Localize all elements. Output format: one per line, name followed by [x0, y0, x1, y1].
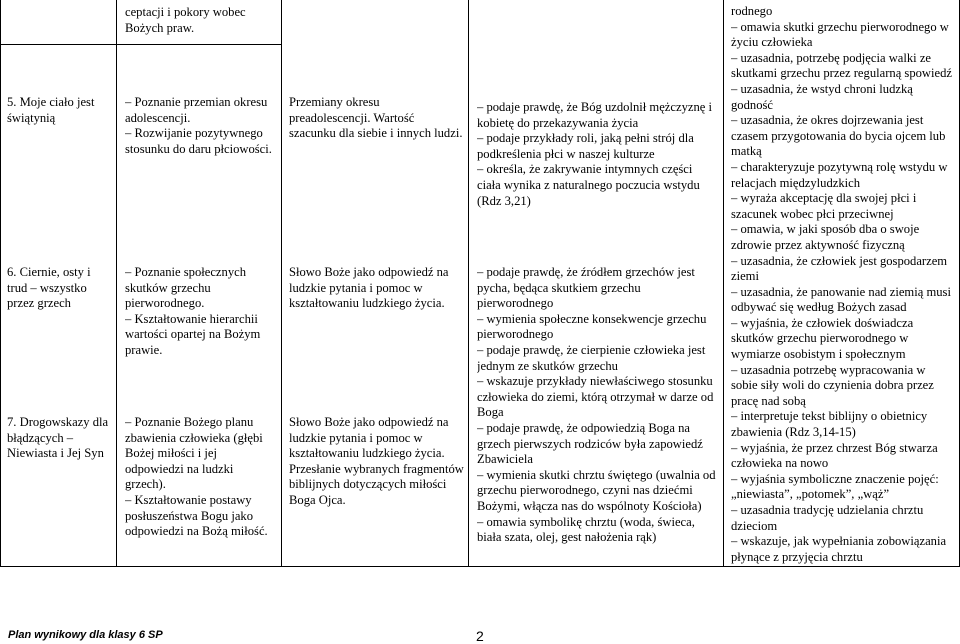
- requirement-item: – podaje prawdę, że Bóg uzdolnił mężczyznę i kobietę do przekazywania życia: [477, 100, 712, 130]
- extended-item: – wyjaśnia, że przez chrzest Bóg stwarza człowieka na nowo: [731, 440, 938, 471]
- extended-item: rodnego: [731, 4, 773, 18]
- requirement-item: – określa, że zakrywanie intymnych części ciała wynika z naturalnego poczucia wstydu (Rdz 3,21): [477, 162, 700, 208]
- extended-item: – charakteryzuje pozytywną rolę wstydu w relacjach międzyludzkich: [731, 159, 948, 190]
- requirement-item: – wymienia społeczne konsekwencje grzechu pierworodnego: [477, 311, 707, 342]
- goals-lesson-6: [125, 265, 275, 359]
- extended-item: – uzasadnia, że wstyd chroni ludzką godność: [731, 81, 913, 112]
- requirement-item: – podaje przykłady roli, jaką pełni strój dla podkreślenia płci w naszej kulturze: [477, 131, 694, 161]
- requirement-item: – wymienia skutki chrztu świętego (uwalnia od grzechu pierworodnego, czyni nas dziećmi Bożymi, włącza nas do wspólnoty Kościoła): [477, 467, 716, 513]
- content-lesson-7: Słowo Boże jako odpowiedź na ludzkie pytania i pomoc w kształtowaniu ludzkiego życia. Przesłanie wybranych fragmentów biblijnych dotyczących miłości Boga Ojca.: [289, 415, 464, 507]
- lesson-title-5: 5. Moje ciało jest świątynią: [7, 95, 95, 125]
- column-divider: [116, 0, 117, 567]
- requirement-item: – podaje prawdę, że cierpienie człowieka jest jednym ze skutków grzechu: [477, 342, 706, 373]
- lesson-title-7: 7. Drogowskazy dla błądzących – Niewiasta i Jej Syn: [7, 415, 109, 461]
- extended-item: – uzasadnia tradycję udzielania chrztu dzieciom: [731, 503, 924, 533]
- goal-item: – Poznanie Bożego planu zbawienia człowieka (głębi Bożej miłości i jej odpowiedzi na ludzki grzech).: [125, 415, 263, 492]
- content-lesson-6: Słowo Boże jako odpowiedź na ludzkie pytania i pomoc w kształtowaniu ludzkiego życia.: [289, 265, 449, 311]
- footer-title: Plan wynikowy dla klasy 6 SP: [8, 629, 163, 641]
- extended-item: – uzasadnia, że panowanie nad ziemią musi odbywać się według Bożych zasad: [731, 284, 951, 315]
- goal-item: – Rozwijanie pozytywnego stosunku do daru płciowości.: [125, 126, 272, 156]
- extended-item: – wyjaśnia symboliczne znaczenie pojęć: „niewiasta”, „potomek”, „wąż”: [731, 471, 939, 502]
- requirements-lesson-5: [477, 100, 717, 209]
- page-number: 2: [476, 628, 484, 644]
- extended-item: – wskazuje, jak wypełniania zobowiązania płynące z przyjęcia chrztu: [731, 534, 947, 564]
- requirements-lesson-6-7: [477, 265, 717, 546]
- goal-item: – Kształtowanie postawy posłuszeństwa Bogu jako odpowiedzi na Bożą miłość.: [125, 492, 268, 539]
- goals-continuation: ceptacji i pokory wobec Bożych praw.: [125, 5, 246, 35]
- goal-item: – Kształtowanie hierarchii wartości opartej na Bożym prawie.: [125, 311, 261, 357]
- extended-item: – omawia skutki grzechu pierworodnego w życiu człowieka: [731, 19, 949, 50]
- requirement-item: – podaje prawdę, że źródłem grzechów jest pycha, będąca skutkiem grzechu pierworodnego: [477, 265, 695, 311]
- extended-requirements: [731, 4, 953, 565]
- requirement-item: – omawia symbolikę chrztu (woda, świeca, biała szata, olej, gest nałożenia rąk): [477, 514, 695, 545]
- extended-item: – interpretuje tekst biblijny o obietnicy zbawienia (Rdz 3,14-15): [731, 409, 928, 440]
- requirement-item: – podaje prawdę, że odpowiedzią Boga na grzech pierwszych rodziców była zapowiedź Zbawiciela: [477, 420, 703, 467]
- goals-lesson-5: [125, 95, 275, 157]
- lesson-title-6: 6. Ciernie, osty i trud – wszystko przez grzech: [7, 265, 91, 311]
- goals-lesson-7: [125, 415, 275, 540]
- column-divider: [723, 0, 724, 567]
- content-lesson-5: Przemiany okresu preadolescencji. Wartość szacunku dla siebie i innych ludzi.: [289, 95, 463, 141]
- extended-item: – uzasadnia, że człowiek jest gospodarzem ziemi: [731, 253, 948, 284]
- requirement-item: – wskazuje przykłady niewłaściwego stosunku człowieka do ziemi, którą otrzymał w darze od Boga: [477, 374, 714, 420]
- extended-item: – wyraża akceptację dla swojej płci i szacunek wobec płci przeciwnej: [731, 191, 917, 221]
- column-divider: [468, 0, 469, 567]
- goal-item: – Poznanie społecznych skutków grzechu pierworodnego.: [125, 265, 246, 311]
- extended-item: – uzasadnia potrzebę wypracowania w sobie siły woli do czynienia dobra przez pracę nad sobą: [731, 362, 934, 408]
- extended-item: – omawia, w jaki sposób dba o swoje zdrowie przez aktywność fizyczną: [731, 222, 920, 252]
- table-border-left: [0, 0, 1, 567]
- table-border-bottom: [0, 566, 960, 567]
- column-divider: [281, 0, 282, 567]
- extended-item: – wyjaśnia, że człowiek doświadcza skutków grzechu pierworodnego w wymiarze osobistym i społecznym: [731, 315, 914, 362]
- extended-item: – uzasadnia, potrzebę podjęcia walki ze skutkami grzechu przez regularną spowiedź: [731, 50, 952, 81]
- extended-item: – uzasadnia, że okres dojrzewania jest czasem przygotowania do bycia ojcem lub matką: [731, 113, 946, 159]
- row-divider: [0, 44, 281, 45]
- goal-item: – Poznanie przemian okresu adolescencji.: [125, 95, 268, 125]
